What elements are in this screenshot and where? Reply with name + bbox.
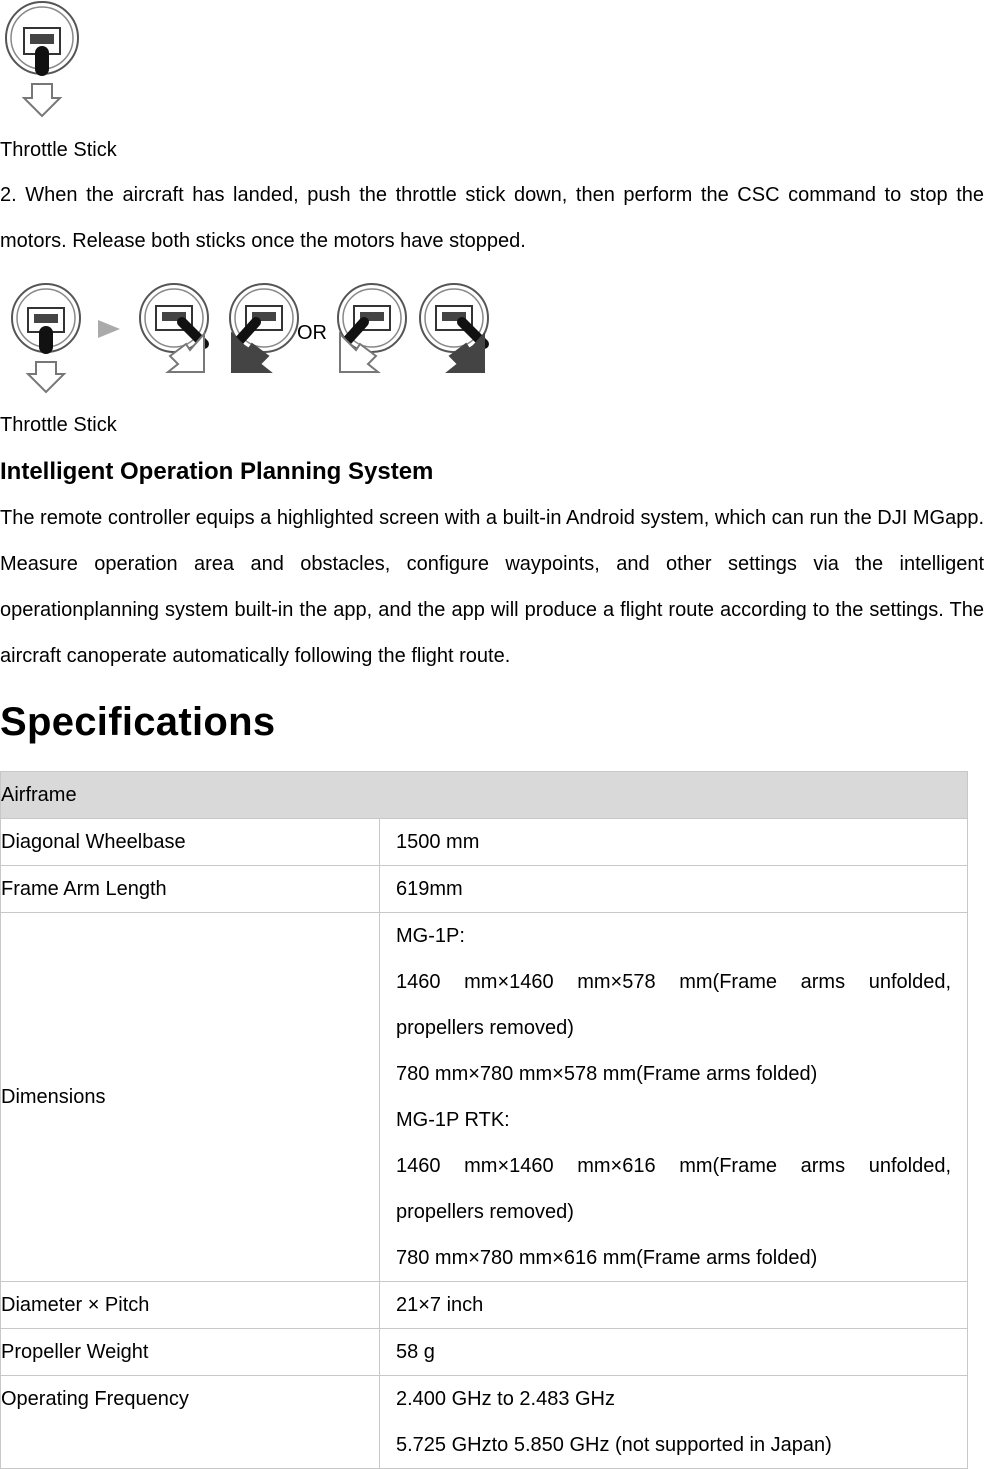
frequency-line: 2.400 GHz to 2.483 GHz [396,1388,616,1410]
throttle-stick-down-illustration [2,0,82,120]
planning-body: The remote controller equips a highlighted screen with a built-in Android system, which can run the DJI MGapp. Measure operation area and obstacles, configure waypoints, and other settings via the intelligent operationplanning system built-in the app, and the app will produce a flight route according to the settings. The aircraft canoperate automatically following the flight route. [0,507,984,667]
table-row [1,1376,968,1469]
dimensions-line: 780 mm×780 mm×578 mm(Frame arms folded) [396,1063,818,1085]
throttle-down-illustration [8,282,84,394]
row-value: 21×7 inch [380,1282,968,1329]
table-row [1,866,968,913]
left-stick-down-left-illustration [336,282,408,378]
table-row [1,1329,968,1376]
table-row [1,913,968,1282]
row-value: 1500 mm [380,819,968,866]
dimensions-line: propellers removed) [396,1017,574,1039]
row-label: Diameter × Pitch [1,1282,380,1329]
row-label: Propeller Weight [1,1329,380,1376]
dimensions-value [380,913,968,1282]
row-label: Operating Frequency [1,1376,380,1469]
right-stick-down-left-illustration [228,282,300,378]
dimensions-line: MG-1P RTK: [396,1109,510,1131]
row-value: 619mm [380,866,968,913]
right-stick-down-right-illustration [418,282,490,378]
row-value: 58 g [380,1329,968,1376]
or-label: OR [297,322,327,344]
dimensions-line: 780 mm×780 mm×616 mm(Frame arms folded) [396,1247,818,1269]
throttle-stick-caption-2: Throttle Stick [0,414,117,436]
frequency-line: 5.725 GHzto 5.850 GHz (not supported in Japan) [396,1434,832,1456]
throttle-stick-caption: Throttle Stick [0,139,117,161]
dimensions-line: 1460 mm×1460 mm×616 mm(Frame arms unfolded, [396,1155,951,1177]
table-row [1,819,968,866]
dimensions-line: MG-1P: [396,925,465,947]
dimensions-line: 1460 mm×1460 mm×578 mm(Frame arms unfolded, [396,971,951,993]
airframe-group-header: Airframe [1,772,968,819]
left-stick-down-right-illustration [138,282,210,378]
table-row [1,1282,968,1329]
dimensions-line: propellers removed) [396,1201,574,1223]
row-label: Diagonal Wheelbase [1,819,380,866]
frequency-value [380,1376,968,1469]
specifications-title: Specifications [0,700,276,744]
planning-section-title: Intelligent Operation Planning System [0,458,434,485]
step2-instruction: 2. When the aircraft has landed, push the throttle stick down, then perform the CSC command to stop the motors. Release both sticks once the motors have stopped. [0,184,984,252]
table-group-row [1,772,968,819]
specifications-table [0,771,968,1469]
row-label: Dimensions [1,913,380,1282]
next-step-arrow-icon [96,318,122,340]
row-label: Frame Arm Length [1,866,380,913]
